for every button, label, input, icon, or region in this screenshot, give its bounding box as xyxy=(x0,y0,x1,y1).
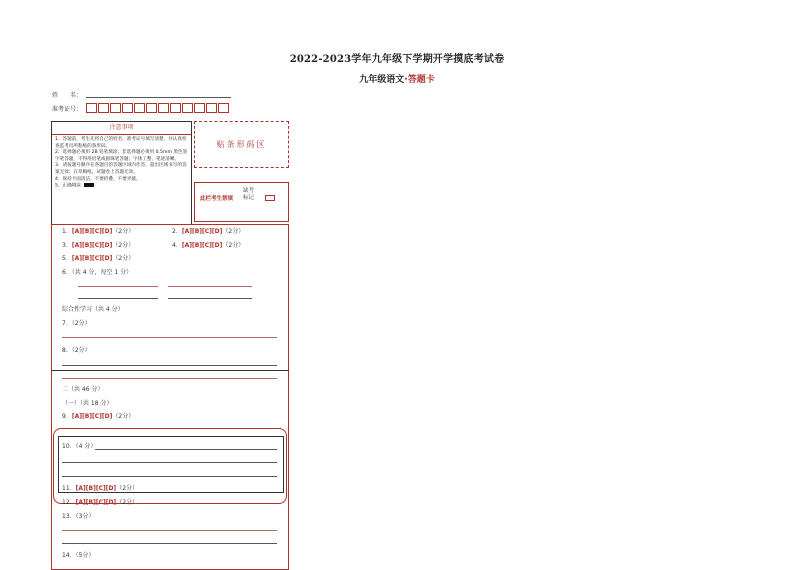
absent-mark-label: 标记 xyxy=(243,195,255,201)
section-2-1-heading: （一）（共 18 分） xyxy=(62,400,113,407)
answer-line[interactable] xyxy=(62,365,277,366)
answer-card-label: 答题卡 xyxy=(407,75,435,85)
question-13: 13．（3分） xyxy=(62,513,95,520)
notice-item: 3．请按题号顺序在各题目的答题区域内作答，超出区域书写的答案无效；在草稿纸、试题卷上答题无效。 xyxy=(55,163,187,175)
answer-line[interactable] xyxy=(62,378,277,379)
page-subtitle xyxy=(0,72,794,85)
section-divider xyxy=(51,370,289,371)
question-5[interactable]: 5．[A][B][C][D]（2分） xyxy=(62,255,135,262)
question-6: 6．（共 4 分，每空 1 分） xyxy=(62,269,133,276)
question-3[interactable]: 3．[A][B][C][D]（2分） xyxy=(62,242,135,249)
exam-id-boxes[interactable] xyxy=(86,103,230,113)
question-2[interactable]: 2．[A][B][C][D]（2分） xyxy=(172,228,245,235)
answer-line[interactable] xyxy=(62,462,277,463)
subject-label: 九年级语文 xyxy=(359,75,405,85)
question-7: 7．（2分） xyxy=(62,320,91,327)
name-label: 姓 名： xyxy=(52,92,83,99)
absent-checkbox[interactable] xyxy=(265,195,275,201)
page-title: 2022-2023学年九年级下学期开学摸底考试卷 xyxy=(289,54,505,65)
answer-line[interactable] xyxy=(62,543,277,544)
question-10: 10．（4 分） xyxy=(62,443,97,450)
answer-line[interactable] xyxy=(78,298,158,299)
notice-item: 2．选择题必须用 2B 铅笔填涂；非选择题必须用 0.5mm 黑色签字笔答题，不得用铅笔或圆珠笔答题；字体工整、笔迹清晰。 xyxy=(55,150,188,162)
question-11[interactable]: 11．[A][B][C][D]（2分） xyxy=(62,485,139,492)
exam-id-label: 准考证号： xyxy=(52,106,83,113)
comprehensive-section: 综合性学习（共 4 分） xyxy=(62,306,124,313)
question-4[interactable]: 4．[A][B][C][D]（2分） xyxy=(172,242,245,249)
absent-note: 此栏考生禁填 xyxy=(200,196,234,202)
question-12[interactable]: 12．[A][B][C][D]（2分） xyxy=(62,499,139,506)
question-1[interactable]: 1．[A][B][C][D]（2分） xyxy=(62,228,135,235)
answer-line[interactable] xyxy=(168,298,252,299)
question-14: 14．（5分） xyxy=(62,552,95,559)
answer-line[interactable] xyxy=(168,286,252,287)
answer-line[interactable] xyxy=(62,337,277,338)
notice-title: 注意事项 xyxy=(52,122,191,135)
answer-line[interactable] xyxy=(62,476,277,477)
filled-mark-sample xyxy=(84,183,94,187)
absent-label: 缺考 xyxy=(243,188,255,194)
notice-item: 4．保持卡面清洁，不要折叠、不要弄破。 xyxy=(55,176,141,182)
subtitle-separator: · xyxy=(404,75,408,85)
answer-line[interactable] xyxy=(62,530,277,531)
barcode-label: 贴条形码区 xyxy=(216,140,267,149)
question-8: 8．（2分） xyxy=(62,347,91,354)
barcode-area xyxy=(194,121,289,168)
section-2-heading: 二（共 46 分） xyxy=(62,386,104,393)
frame-top-divider xyxy=(51,224,289,225)
notice-item: 5．正确填涂 xyxy=(55,183,188,190)
notice-body xyxy=(52,135,191,192)
answer-line[interactable] xyxy=(95,449,277,450)
question-9[interactable]: 9．[A][B][C][D]（2分） xyxy=(62,413,135,420)
name-field[interactable] xyxy=(86,97,231,98)
answer-line[interactable] xyxy=(78,286,158,287)
notice-item: 1．答题前，考生先将自己的姓名，准考证号填写清楚，并认真检查监考员所粘贴的条形码。 xyxy=(55,137,187,149)
notice-box xyxy=(51,121,192,225)
absent-mark-box xyxy=(194,182,289,222)
